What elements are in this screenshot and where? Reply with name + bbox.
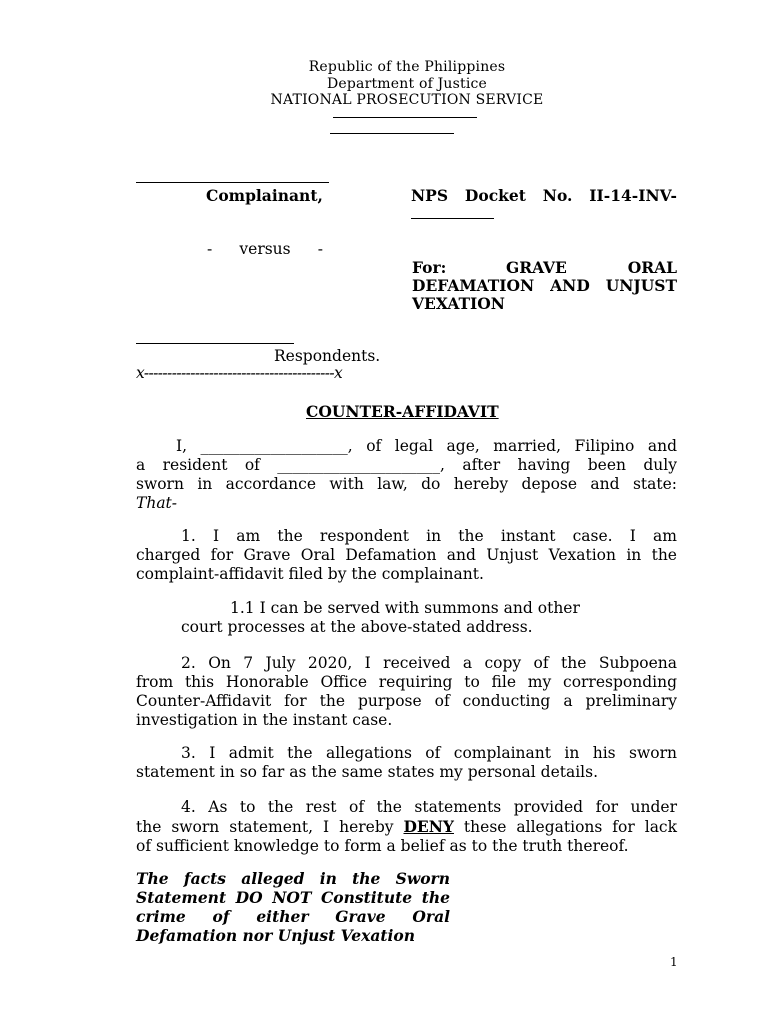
para2-line-4: investigation in the instant case. bbox=[136, 711, 393, 729]
docket-number-blank bbox=[411, 218, 494, 219]
para4-line-3: of sufficient knowledge to form a belief as to the truth thereof. bbox=[136, 837, 629, 855]
para2-line-3: Counter-Affidavit for the purpose of conducting a preliminary bbox=[136, 692, 677, 710]
intro-line-3: sworn in accordance with law, do hereby depose and state: bbox=[136, 475, 677, 493]
para1-1-line-1: 1.1 I can be served with summons and other bbox=[230, 599, 580, 617]
respondents-label: Respondents. bbox=[274, 347, 381, 365]
offense-line-1: GRAVE ORAL bbox=[506, 258, 677, 277]
header-rule-2 bbox=[330, 133, 454, 134]
facts-heading bbox=[136, 869, 450, 945]
para4-line-1: 4. As to the rest of the statements provided for under bbox=[181, 798, 677, 816]
deny-emphasis: DENY bbox=[403, 817, 454, 836]
document-title: COUNTER-AFFIDAVIT bbox=[306, 402, 499, 421]
facts-line-1: The facts alleged in the Sworn bbox=[136, 869, 450, 888]
para4-line-2-c: these allegations for lack bbox=[453, 818, 678, 836]
paragraph-4 bbox=[136, 798, 677, 856]
offense-line-3: VEXATION bbox=[412, 294, 505, 313]
para1-1-line-2: court processes at the above-stated address. bbox=[181, 618, 533, 636]
complainant-label: Complainant, bbox=[206, 186, 323, 205]
header-department: Department of Justice bbox=[326, 76, 488, 92]
header-republic: Republic of the Philippines bbox=[308, 59, 506, 75]
complainant-name-blank bbox=[136, 182, 329, 183]
para2-line-1: 2. On 7 July 2020, I received a copy of the Subpoena bbox=[181, 654, 677, 672]
caption-separator: x-----------------------------------------x bbox=[136, 364, 343, 382]
header-nps: NATIONAL PROSECUTION SERVICE bbox=[270, 92, 544, 108]
versus-label: - versus - bbox=[207, 240, 323, 258]
para3-line-2: statement in so far as the same states my personal details. bbox=[136, 763, 599, 781]
intro-line-2: a resident of _____________________, after having been duly bbox=[136, 456, 677, 474]
para3-line-1: 3. I admit the allegations of complainant in his sworn bbox=[181, 744, 677, 762]
para4-line-2-a: the sworn statement, I hereby bbox=[136, 818, 404, 836]
intro-line-1: I, ___________________, of legal age, married, Filipino and bbox=[176, 437, 677, 455]
docket-label: NPS Docket No. II-14-INV- bbox=[411, 186, 677, 205]
para1-line-1: 1. I am the respondent in the instant case. I am bbox=[181, 527, 677, 545]
intro-paragraph bbox=[136, 437, 677, 513]
facts-line-2: Statement DO NOT Constitute the bbox=[136, 888, 450, 907]
for-label: For: bbox=[412, 258, 447, 277]
facts-line-4: Defamation nor Unjust Vexation bbox=[136, 926, 416, 945]
header-rule-1 bbox=[333, 117, 477, 118]
paragraph-3 bbox=[136, 744, 677, 782]
page-number: 1 bbox=[670, 955, 678, 969]
paragraph-1 bbox=[136, 527, 677, 584]
respondent-name-blank bbox=[136, 343, 294, 344]
para1-line-2: charged for Grave Oral Defamation and Unjust Vexation in the bbox=[136, 546, 677, 564]
paragraph-2 bbox=[136, 654, 677, 730]
para4-line-2 bbox=[136, 817, 677, 837]
offense-line-2: DEFAMATION AND UNJUST bbox=[412, 276, 677, 295]
para1-line-3: complaint-affidavit filed by the complainant. bbox=[136, 565, 484, 583]
para2-line-2: from this Honorable Office requiring to file my corresponding bbox=[136, 673, 677, 691]
intro-line-4: That- bbox=[136, 494, 178, 512]
facts-line-3: crime of either Grave Oral bbox=[136, 907, 450, 926]
